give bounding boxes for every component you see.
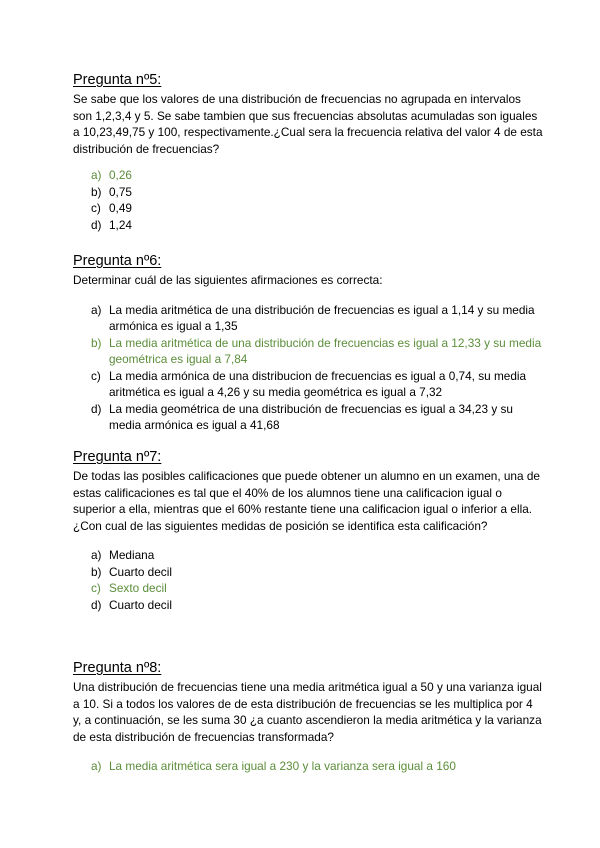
option-text: Mediana [109, 548, 155, 562]
option-letter: c) [91, 368, 101, 383]
option-b [73, 184, 543, 201]
option-text: 0,26 [109, 168, 132, 182]
question-text: Una distribución de frecuencias tiene una media aritmética igual a 50 y una varianza igual a 10. Si a todos los valores de de esta distribución de frecuencias se les multiplica por 4 y, a continuación, se les suma 30 ¿a cuanto ascendieron la media aritmética y la varianza de esta distribución de frecuencias transformada? [73, 680, 542, 744]
answer-options [73, 758, 543, 775]
option-letter: a) [91, 168, 102, 182]
question-title: Pregunta nº8: [73, 660, 162, 676]
question-title: Pregunta nº5: [73, 72, 162, 88]
option-letter: c) [91, 201, 101, 215]
question-7 [73, 449, 543, 613]
option-a [73, 302, 543, 335]
option-letter: d) [91, 597, 102, 612]
option-text: La media geométrica de una distribución de frecuencias es igual a 34,23 y su media armónica es igual a 41,68 [109, 401, 513, 432]
option-letter: a) [91, 302, 102, 317]
option-text: 0,75 [109, 184, 132, 199]
answer-options [73, 547, 543, 613]
option-c [73, 368, 543, 401]
option-a [73, 167, 543, 184]
option-c [73, 200, 543, 217]
question-8 [73, 660, 543, 775]
option-text: La media armónica de una distribucion de frecuencias es igual a 0,74, su media aritmética es igual a 4,26 y su media geométrica es igual a 7,32 [109, 368, 527, 399]
option-letter: c) [91, 581, 101, 595]
option-letter: a) [91, 759, 102, 773]
option-text: La media aritmética de una distribución de frecuencias es igual a 1,14 y su media armónica es igual a 1,35 [109, 302, 535, 333]
question-6 [73, 253, 543, 434]
option-letter: d) [91, 217, 102, 232]
option-letter: b) [91, 564, 102, 579]
option-c [73, 580, 543, 597]
option-text: 1,24 [109, 217, 132, 232]
option-a [73, 758, 543, 775]
option-text: La media aritmética sera igual a 230 y la varianza sera igual a 160 [109, 759, 456, 773]
option-text: 0,49 [109, 201, 132, 215]
option-b [73, 564, 543, 581]
question-text: Se sabe que los valores de una distribución de frecuencias no agrupada en intervalos son 1,2,3,4 y 5. Se sabe tambien que sus frecuencias absolutas acumuladas son iguales a 10,23,49,75 y 100, respectivamente.¿Cual sera la frecuencia relativa del valor 4 de esta distribución de frecuencias? [73, 92, 543, 156]
option-letter: a) [91, 548, 102, 562]
question-text: De todas las posibles calificaciones que puede obtener un alumno en un examen, una de estas calificaciones es tal que el 40% de los alumnos tiene una calificacion igual o superior a ella, mientras que el 60% restante tiene una calificacion igual o inferior a ella. ¿Con cual de las siguientes medidas de posición se identifica esta calificación? [73, 469, 540, 533]
option-d [73, 401, 543, 434]
question-5 [73, 72, 543, 233]
option-letter: b) [91, 184, 102, 199]
answer-options [73, 167, 543, 233]
option-text: La media aritmética de una distribución de frecuencias es igual a 12,33 y su media geométrica es igual a 7,84 [109, 335, 542, 366]
question-text: Determinar cuál de las siguientes afirmaciones es correcta: [73, 273, 383, 287]
answer-options [73, 302, 543, 434]
option-d [73, 217, 543, 234]
option-text: Cuarto decil [109, 597, 172, 612]
option-text: Sexto decil [109, 581, 167, 595]
question-title: Pregunta nº7: [73, 449, 162, 465]
option-text: Cuarto decil [109, 564, 172, 579]
option-letter: b) [91, 335, 102, 350]
question-title: Pregunta nº6: [73, 253, 162, 269]
option-letter: d) [91, 401, 102, 416]
option-a [73, 547, 543, 564]
option-b [73, 335, 543, 368]
option-d [73, 597, 543, 614]
